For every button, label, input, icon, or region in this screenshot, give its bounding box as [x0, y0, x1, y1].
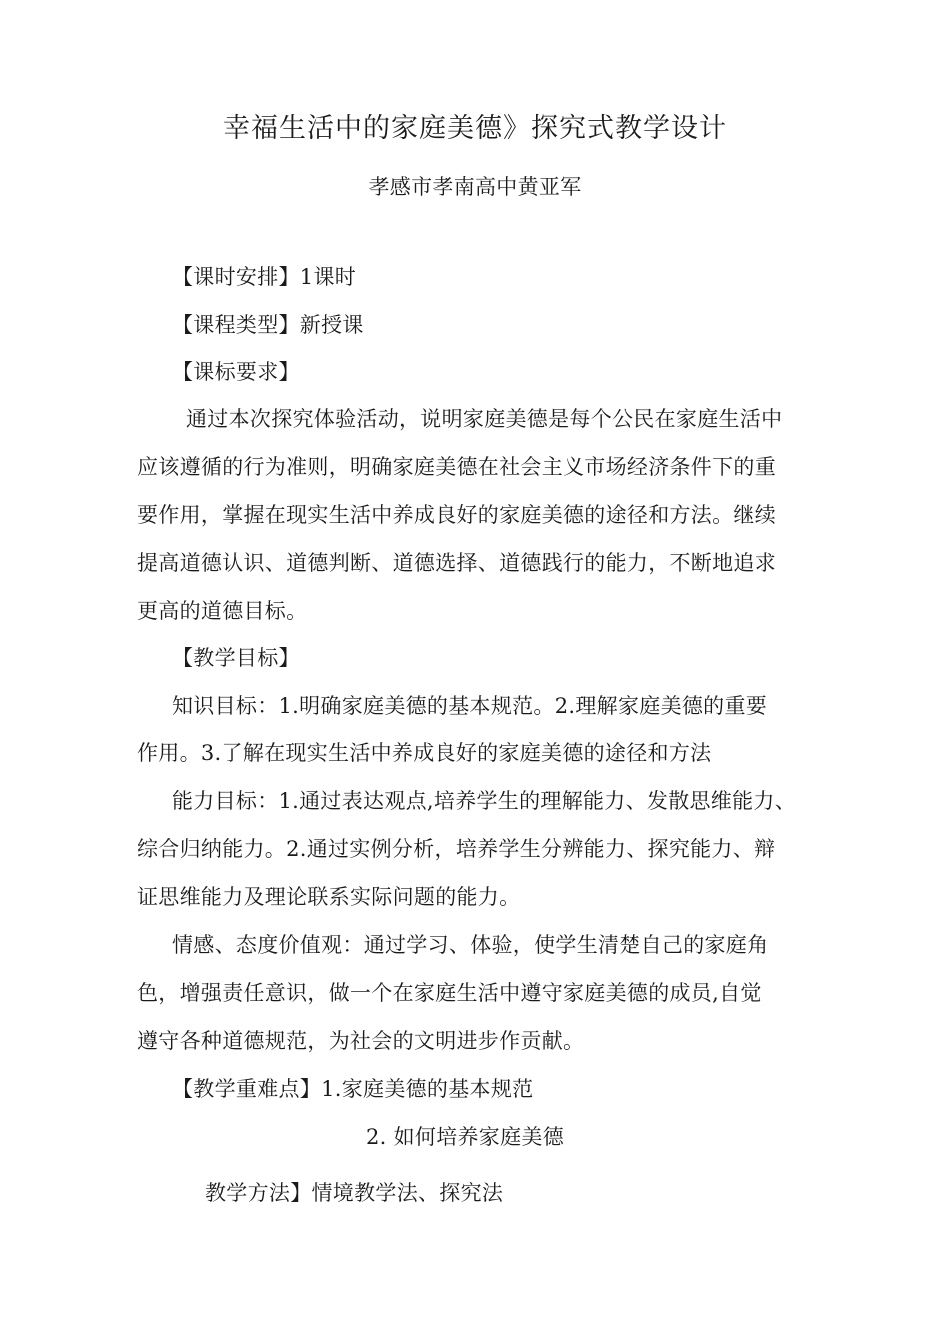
paragraph-line: 作用。3.了解在现实生活中养成良好的家庭美德的途径和方法 — [137, 741, 712, 765]
teaching-methods-line: 教学方法】情境教学法、探究法 — [205, 1181, 504, 1205]
document-author: 孝感市孝南高中黄亚军 — [368, 175, 582, 199]
paragraph-line: 要作用，掌握在现实生活中养成良好的家庭美德的途径和方法。继续 — [137, 503, 776, 527]
document-title: 幸福生活中的家庭美德》探究式教学设计 — [223, 113, 727, 144]
key-points-line: 【教学重难点】1.家庭美德的基本规范 — [172, 1077, 534, 1101]
paragraph-line: 遵守各种道德规范，为社会的文明进步作贡献。 — [137, 1029, 585, 1053]
paragraph-line: 应该遵循的行为准则，明确家庭美德在社会主义市场经济条件下的重 — [137, 455, 776, 479]
paragraph-line: 提高道德认识、道德判断、道德选择、道德践行的能力，不断地追求 — [137, 551, 776, 575]
paragraph-line: 通过本次探究体验活动，说明家庭美德是每个公民在家庭生活中 — [186, 407, 783, 431]
paragraph-line: 能力目标：1.通过表达观点,培养学生的理解能力、发散思维能力、 — [172, 789, 797, 813]
key-points-item: 2. 如何培养家庭美德 — [366, 1125, 565, 1149]
paragraph-line: 色，增强责任意识，做一个在家庭生活中遵守家庭美德的成员,自觉 — [137, 981, 762, 1005]
paragraph-line: 证思维能力及理论联系实际问题的能力。 — [137, 885, 521, 909]
standards-heading: 【课标要求】 — [172, 360, 300, 384]
objectives-heading: 【教学目标】 — [172, 646, 300, 670]
class-hours-line: 【课时安排】1课时 — [172, 265, 357, 289]
paragraph-line: 知识目标：1.明确家庭美德的基本规范。2.理解家庭美德的重要 — [172, 694, 768, 718]
course-type-line: 【课程类型】新授课 — [172, 313, 364, 337]
paragraph-line: 综合归纳能力。2.通过实例分析，培养学生分辨能力、探究能力、辩 — [137, 837, 776, 861]
paragraph-line: 更高的道德目标。 — [137, 599, 308, 623]
paragraph-line: 情感、态度价值观：通过学习、体验，使学生清楚自己的家庭角 — [172, 933, 769, 957]
